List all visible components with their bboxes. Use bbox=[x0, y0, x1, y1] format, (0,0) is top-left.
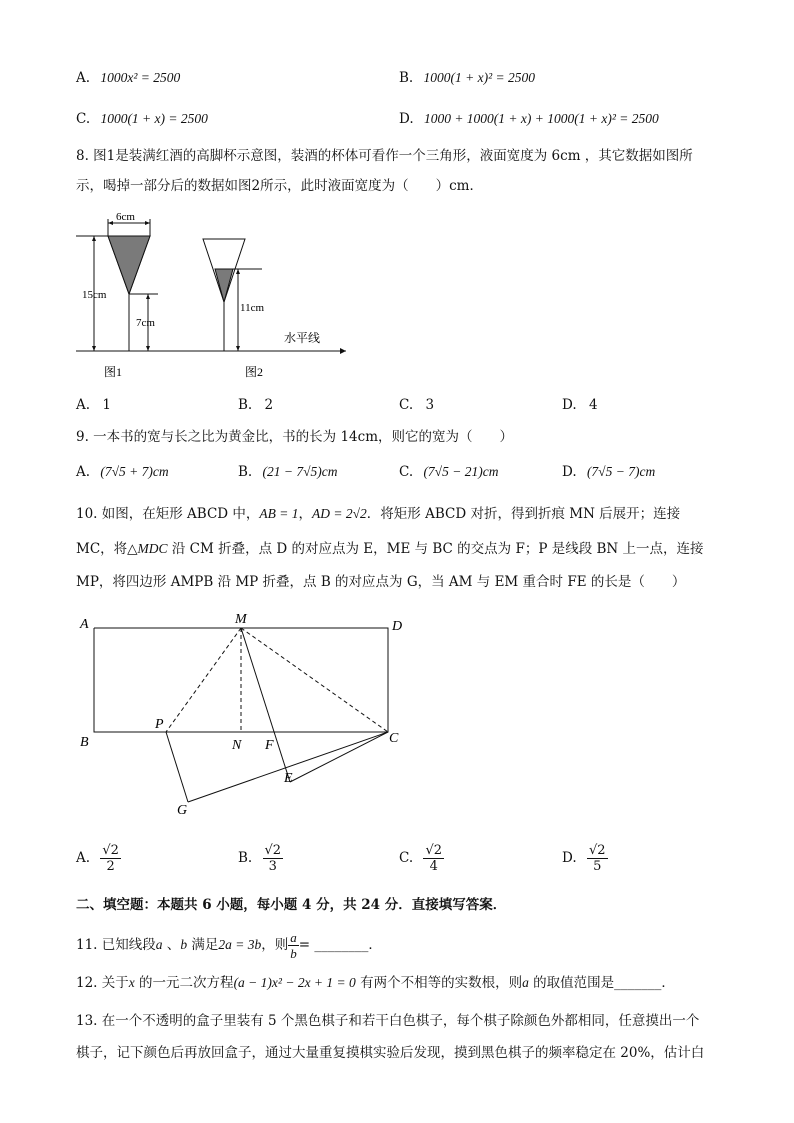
segment-me bbox=[241, 628, 290, 782]
option-expr: 1000(1 + x) = 2500 bbox=[100, 111, 208, 126]
q7-option-b bbox=[399, 68, 535, 88]
math-equation: (a − 1)x² − 2x + 1 = 0 bbox=[233, 975, 356, 990]
label-d: D bbox=[392, 619, 403, 634]
fraction-denominator: 2 bbox=[106, 859, 115, 874]
label-f: F bbox=[265, 738, 274, 753]
option-fraction bbox=[100, 843, 121, 874]
width-label: 6cm bbox=[116, 211, 135, 223]
option-label: D. bbox=[562, 397, 577, 413]
q10-option-b bbox=[238, 838, 283, 878]
glass1-wine bbox=[108, 236, 150, 294]
q9-option-d bbox=[562, 462, 655, 482]
fraction-numerator: √2 bbox=[264, 843, 282, 858]
q9-stem: 9. 一本书的宽与长之比为黄金比，书的长为 14cm，则它的宽为（ ） bbox=[76, 429, 514, 445]
text-segment: 10. 如图，在矩形 ABCD 中， bbox=[76, 506, 260, 522]
q8-option-b bbox=[238, 395, 273, 415]
option-label: D. bbox=[399, 111, 414, 127]
label-a: A bbox=[80, 617, 89, 632]
option-label: B. bbox=[238, 850, 253, 866]
q8-option-d bbox=[562, 395, 598, 415]
text-segment: MC，将△ bbox=[76, 541, 138, 557]
math-ab: AB = 1 bbox=[259, 506, 299, 521]
option-label: C. bbox=[399, 850, 414, 866]
q9-option-b bbox=[238, 462, 338, 482]
height-label: 15cm bbox=[82, 289, 107, 301]
q7-option-a bbox=[76, 68, 180, 88]
label-g: G bbox=[177, 803, 188, 818]
option-fraction bbox=[587, 843, 608, 874]
option-label: B. bbox=[238, 464, 253, 480]
math-ad: AD = 2√2 bbox=[312, 506, 367, 521]
label-m: M bbox=[235, 612, 247, 627]
text-segment: 满足 bbox=[187, 937, 219, 953]
option-label: A. bbox=[76, 397, 91, 413]
option-expr: (21 − 7√5)cm bbox=[262, 464, 338, 479]
option-fraction bbox=[423, 843, 444, 874]
label-n: N bbox=[232, 738, 242, 753]
q10-option-c bbox=[399, 838, 444, 878]
segment-mp bbox=[166, 628, 241, 732]
fig2-caption: 图2 bbox=[245, 365, 264, 379]
text-segment: = ________． bbox=[298, 937, 382, 953]
option-label: D. bbox=[562, 850, 577, 866]
fraction-denominator: 5 bbox=[593, 859, 602, 874]
q10-figure bbox=[76, 608, 416, 823]
fraction-numerator: √2 bbox=[588, 843, 606, 858]
math-triangle: MDC bbox=[137, 541, 168, 556]
option-expr: 1000x² = 2500 bbox=[100, 70, 181, 85]
text-segment: 的一元二次方程 bbox=[134, 975, 234, 991]
label-e: E bbox=[284, 771, 293, 786]
text-segment: 11. 已知线段 bbox=[76, 937, 156, 953]
q7-option-c bbox=[76, 109, 208, 129]
fraction-numerator: a bbox=[290, 930, 297, 945]
option-expr: (7√5 + 7)cm bbox=[100, 464, 169, 479]
option-expr: 1000(1 + x)² = 2500 bbox=[423, 70, 536, 85]
section-title: 二、填空题：本题共 6 小题，每小题 4 分，共 24 分．直接填写答案． bbox=[76, 897, 507, 913]
stem-label: 7cm bbox=[136, 317, 155, 329]
option-label: C. bbox=[399, 464, 414, 480]
fraction-numerator: √2 bbox=[102, 843, 119, 858]
fraction-denominator: 4 bbox=[429, 859, 438, 874]
option-label: A. bbox=[76, 70, 91, 86]
q10-stem-line3: MP，将四边形 AMPB 沿 MP 折叠，点 B 的对应点为 G，当 AM 与 EM 重合时 FE 的长是（ ） bbox=[76, 574, 686, 590]
math-equation: 2a = 3b bbox=[218, 937, 262, 952]
stem2-label: 11cm bbox=[240, 302, 265, 314]
q10-stem-line1 bbox=[76, 504, 680, 524]
text-segment: ，则 bbox=[261, 937, 289, 953]
segment-pg bbox=[166, 732, 188, 802]
option-label: B. bbox=[399, 70, 414, 86]
math-var: b bbox=[180, 937, 188, 952]
option-label: D. bbox=[562, 464, 577, 480]
option-value: 2 bbox=[264, 397, 274, 413]
option-value: 3 bbox=[425, 397, 435, 413]
q8-stem-line2: 示，喝掉一部分后的数据如图2所示，此时液面宽度为（ ）cm． bbox=[76, 178, 483, 194]
option-label: C. bbox=[399, 397, 414, 413]
option-label: A. bbox=[76, 464, 91, 480]
label-p: P bbox=[155, 717, 164, 732]
segment-ce bbox=[290, 732, 388, 782]
text-segment: 、 bbox=[162, 937, 181, 953]
segment-gc bbox=[188, 732, 388, 802]
label-c: C bbox=[389, 731, 399, 746]
math-var: a bbox=[155, 937, 163, 952]
text-segment: 沿 CM 折叠，点 D 的对应点为 E，ME 与 BC 的交点为 F；P 是线段 BN 上一点，连接 bbox=[167, 541, 704, 557]
math-var: a bbox=[522, 975, 529, 990]
q13-stem-line1: 13. 在一个不透明的盒子里装有 5 个黑色棋子和若干白色棋子，每个棋子除颜色外都相同，任意摸出一个 bbox=[76, 1013, 700, 1029]
q8-figure bbox=[70, 205, 370, 385]
q11-stem bbox=[76, 928, 382, 962]
text-segment: ， bbox=[298, 506, 313, 522]
text-segment: ．将矩形 ABCD 对折，得到折痕 MN 后展开；连接 bbox=[366, 506, 681, 522]
fraction-numerator: √2 bbox=[425, 843, 442, 858]
fraction-a-over-b bbox=[288, 930, 299, 961]
text-segment: 的取值范围是_______． bbox=[528, 975, 675, 991]
math-var: x bbox=[128, 975, 135, 990]
q8-option-a bbox=[76, 395, 111, 415]
q12-stem bbox=[76, 973, 675, 993]
option-expr: 1000 + 1000(1 + x) + 1000(1 + x)² = 2500 bbox=[423, 111, 659, 126]
segment-mc bbox=[241, 628, 388, 732]
q13-stem-line2: 棋子，记下颜色后再放回盒子，通过大量重复摸棋实验后发现，摸到黑色棋子的频率稳定在 20%，估计白 bbox=[76, 1045, 705, 1061]
option-label: B. bbox=[238, 397, 253, 413]
glass2-wine bbox=[215, 269, 233, 302]
option-value: 1 bbox=[102, 397, 111, 413]
q10-option-d bbox=[562, 838, 608, 878]
q9-option-a bbox=[76, 462, 169, 482]
q9-option-c bbox=[399, 462, 498, 482]
q8-stem-line1: 8. 图1是装满红酒的高脚杯示意图，装酒的杯体可看作一个三角形，液面宽度为 6cm ，其它数据如图所 bbox=[76, 148, 693, 164]
text-segment: 12. 关于 bbox=[76, 975, 129, 991]
option-label: C. bbox=[76, 111, 91, 127]
option-fraction bbox=[263, 843, 284, 874]
text-segment: 有两个不相等的实数根，则 bbox=[355, 975, 523, 991]
option-expr: (7√5 − 21)cm bbox=[423, 464, 499, 479]
ground-label: 水平线 bbox=[284, 331, 321, 345]
option-label: A. bbox=[76, 850, 91, 866]
label-b: B bbox=[80, 735, 89, 750]
option-expr: (7√5 − 7)cm bbox=[586, 464, 656, 479]
fraction-denominator: 3 bbox=[268, 859, 277, 874]
q10-option-a bbox=[76, 838, 121, 878]
option-value: 4 bbox=[588, 397, 598, 413]
q8-option-c bbox=[399, 395, 434, 415]
q10-stem-line2 bbox=[76, 539, 704, 559]
fraction-denominator: b bbox=[290, 946, 297, 961]
q7-option-d bbox=[399, 109, 659, 129]
fig1-caption: 图1 bbox=[104, 365, 123, 379]
